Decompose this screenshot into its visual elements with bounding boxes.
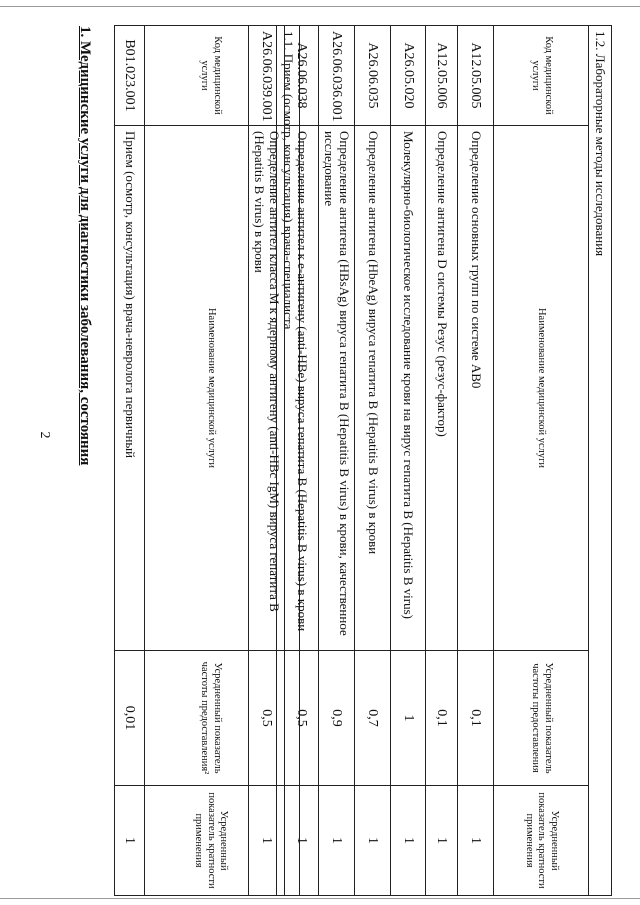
header-multiplicity: Усредненный показатель кратности применения [494,786,589,896]
cell-code: В01.023.001 [115,26,145,126]
cell-name: Определение антител к е-антигену (anti-HBe) вируса гепатита В (Hepatitis B virus) в крови [285,126,319,651]
section-heading: 1. Медицинские услуги для диагностики заболевания, состояния [77,26,93,466]
cell-name: Определение антител класса М к ядерному антигену (anti-HBc IgM) вируса гепатита В (Hepatitis B virus) в крови [249,126,285,651]
cell-code: A26.06.038 [285,26,319,126]
cell-multiplicity: 1 [391,786,426,896]
table-laboratory [248,25,612,896]
header-frequency: Усредненный показатель частоты предоставления² [145,651,277,786]
cell-frequency: 1 [391,651,426,786]
cell-frequency: 0,5 [249,651,285,786]
header-code: Код медицинской услуги [494,26,589,126]
cell-multiplicity: 1 [426,786,458,896]
cell-multiplicity: 1 [115,786,145,896]
cell-code: A12.05.006 [426,26,458,126]
cell-name: Прием (осмотр, консультация) врача-невролога первичный [115,126,145,651]
cell-frequency: 0,1 [458,651,494,786]
table-row [115,26,145,896]
cell-code: A26.06.036.001 [319,26,355,126]
table-row [319,26,355,896]
cell-multiplicity: 1 [458,786,494,896]
table-row [391,26,426,896]
cell-code: A26.06.035 [355,26,391,126]
cell-name: Определение антигена (HBsAg) вируса гепатита В (Hepatitis B virus) в крови, качественное исследование [319,126,355,651]
subsection-title-1: 1.1. Прием (осмотр, консультация) врача-специалиста [277,26,300,896]
header-code: Код медицинской услуги [145,26,277,126]
header-name: Наименование медицинской услуги [494,126,589,651]
header-name: Наименование медицинской услуги [145,126,277,651]
table-row [249,26,285,896]
page-number: 2 [37,431,52,439]
table-row [285,26,319,896]
table-row [458,26,494,896]
cell-multiplicity: 1 [249,786,285,896]
table-row [355,26,391,896]
subsection-title-2: 1.2. Лабораторные методы исследования [589,26,612,896]
cell-name: Молекулярно-биологическое исследование крови на вирус гепатита В (Hepatitis B virus) [391,126,426,651]
cell-multiplicity: 1 [319,786,355,896]
cell-code: A26.05.020 [391,26,426,126]
cell-frequency: 0,1 [426,651,458,786]
cell-name: Определение основных групп по системе AB0 [458,126,494,651]
table-row [426,26,458,896]
cell-frequency: 0,9 [319,651,355,786]
header-frequency: Усредненный показатель частоты предоставления [494,651,589,786]
cell-multiplicity: 1 [355,786,391,896]
cell-multiplicity: 1 [285,786,319,896]
header-multiplicity: Усредненный показатель кратности применения [145,786,277,896]
cell-code: A12.05.005 [458,26,494,126]
cell-name: Определение антигена (HbeAg) вируса гепатита В (Hepatitis B virus) в крови [355,126,391,651]
cell-frequency: 0,01 [115,651,145,786]
cell-name: Определение антигена D системы Резус (резус-фактор) [426,126,458,651]
cell-code: A26.06.039.001 [249,26,285,126]
cell-frequency: 0,7 [355,651,391,786]
cell-frequency: 0,5 [285,651,319,786]
